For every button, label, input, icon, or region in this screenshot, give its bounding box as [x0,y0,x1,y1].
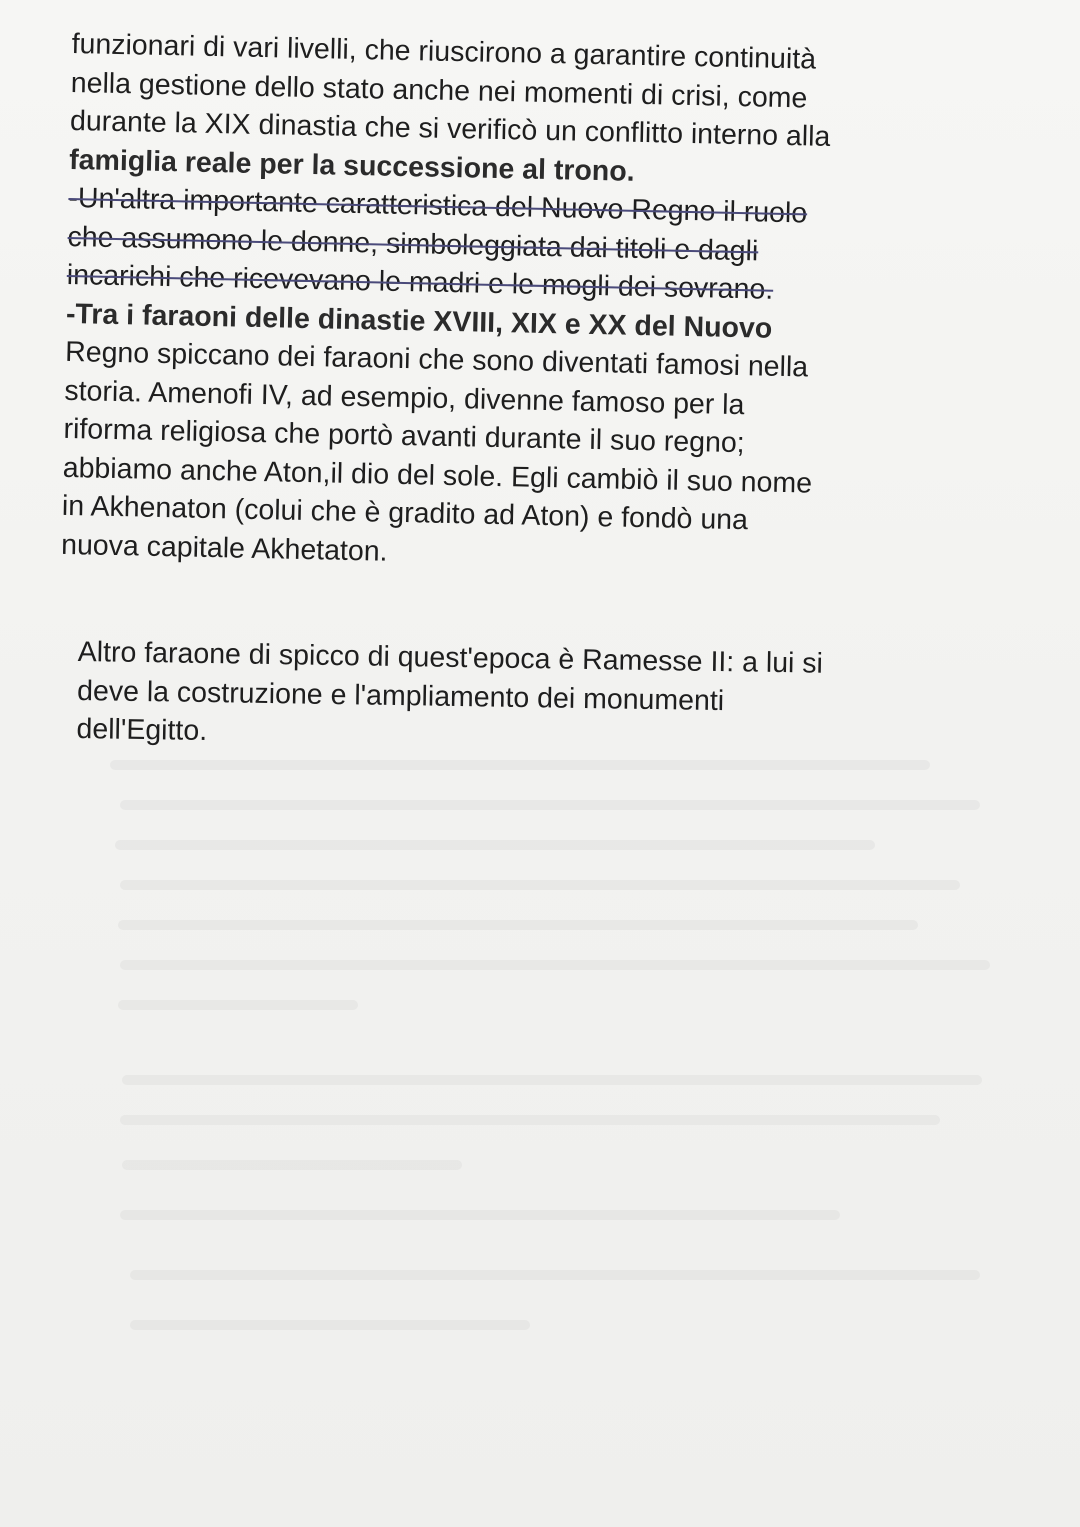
text-line: Altro faraone di spicco di quest'epoca è Ramesse II: a lui si [77,636,824,680]
second-paragraph [76,636,978,766]
text-line-struck: che assumono le donne, simboleggiata dai titoli e dagli [67,220,759,267]
text-line: deve la costruzione e l'ampliamento dei monumenti [76,674,725,717]
text-line: abbiamo anche Aton,il dio del sole. Egli cambiò il suo nome [62,451,813,500]
text-line-struck: incarichi che ricevevano le madri e le mogli dei sovrano. [66,258,774,306]
text-line: dell'Egitto. [76,712,208,748]
text-line-struck: -Un'altra importante caratteristica del Nuovo Regno il ruolo [68,181,808,230]
text-line: Regno spiccano dei faraoni che sono diventati famosi nella [64,335,809,384]
text-line: funzionari di vari livelli, che riuscirono a garantire continuità [71,28,817,76]
text-line: -Tra i faraoni delle dinastie XVIII, XIX e XX del Nuovo [65,297,773,345]
text-line: famiglia reale per la successione al trono. [68,143,635,188]
text-line: in Akhenaton (colui che è gradito ad Aton) e fondò una [61,489,749,537]
text-line: nella gestione dello stato anche nei momenti di crisi, come [70,66,808,114]
text-line: nuova capitale Akhetaton. [60,528,388,568]
text-line: riforma religiosa che portò avanti durante il suo regno; [63,412,745,460]
text-line: storia. Amenofi IV, ad esempio, divenne famoso per la [64,374,745,421]
text-line: durante la XIX dinastia che si verificò un conflitto interno alla [69,104,831,153]
main-text [61,28,972,586]
